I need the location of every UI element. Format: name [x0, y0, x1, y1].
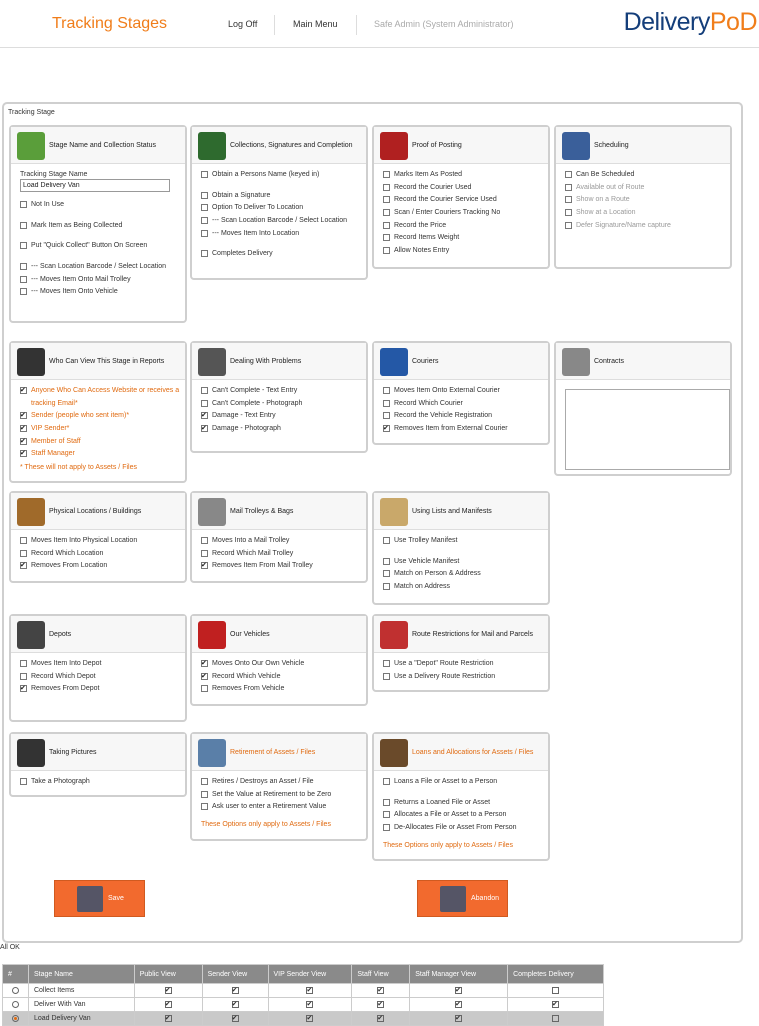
current-user: Safe Admin (System Administrator) [374, 19, 514, 29]
cell-checkbox[interactable] [165, 987, 172, 994]
checkbox-posting-6[interactable] [383, 244, 540, 257]
panel-lists-manifests [372, 491, 550, 605]
table-row[interactable] [3, 984, 604, 998]
checkbox-label: Record Which Courier [394, 399, 463, 407]
panel-title: Couriers [412, 358, 439, 365]
checkbox-loans-3[interactable] [383, 821, 540, 834]
checkbox-label: Member of Staff [31, 437, 81, 445]
checkbox-box[interactable] [20, 673, 27, 680]
cell-checkbox[interactable] [552, 1015, 559, 1022]
checkbox-box[interactable] [20, 276, 27, 283]
panel-posting [372, 125, 550, 269]
checkbox-box[interactable] [20, 242, 27, 249]
panel-title: Scheduling [594, 142, 629, 149]
checkbox-lists-manifests-2[interactable] [383, 567, 540, 580]
checkbox-box[interactable] [20, 222, 27, 229]
checkbox-label: Record Which Location [31, 549, 104, 557]
checkbox-who-can-view-2[interactable] [20, 422, 177, 435]
checkbox-box[interactable] [20, 562, 27, 569]
checkbox-lists-manifests-3[interactable] [383, 580, 540, 593]
post-box-icon [380, 132, 408, 160]
person-retire-icon [198, 739, 226, 767]
checkbox-mail-trolleys-0[interactable] [201, 534, 358, 547]
checkbox-stage-1[interactable] [20, 219, 177, 232]
checkbox-box[interactable] [383, 583, 390, 590]
checkbox-box[interactable] [201, 803, 208, 810]
column-header[interactable]: # [3, 965, 29, 984]
checkbox-collections-3[interactable] [201, 214, 358, 227]
checkbox-label: Removes From Vehicle [212, 685, 285, 693]
main-menu-link[interactable]: Main Menu [293, 19, 338, 29]
checkbox-box[interactable] [20, 537, 27, 544]
checkbox-label: Record Which Depot [31, 672, 96, 680]
checkbox-box[interactable] [201, 192, 208, 199]
row-select-radio[interactable] [12, 987, 19, 994]
checkbox-box[interactable] [201, 550, 208, 557]
checkbox-label: Defer Signature/Name capture [576, 221, 671, 229]
checkbox-label: --- Moves Item Onto Vehicle [31, 288, 118, 296]
checkbox-box[interactable] [383, 673, 390, 680]
checkbox-label: Use Vehicle Manifest [394, 557, 460, 565]
deliverypod-logo: DeliveryPoD [623, 8, 757, 36]
shelving-icon [17, 498, 45, 526]
checkbox-loans-1[interactable] [383, 796, 540, 809]
checkbox-collections-2[interactable] [201, 201, 358, 214]
checkbox-box[interactable] [201, 204, 208, 211]
checkbox-box[interactable] [20, 660, 27, 667]
checkbox-route-restrictions-1[interactable] [383, 670, 540, 683]
panel-title: Who Can View This Stage in Reports [49, 358, 165, 365]
checkbox-scheduling-2[interactable] [565, 193, 722, 206]
checkbox-box[interactable] [383, 811, 390, 818]
panel-mail-trolleys [190, 491, 368, 583]
cell-checkbox[interactable] [165, 1001, 172, 1008]
trolley-icon [198, 498, 226, 526]
checkbox-mail-trolleys-1[interactable] [201, 547, 358, 560]
checkbox-label: Allocates a File or Asset to a Person [394, 811, 507, 819]
checkbox-stage-2[interactable] [20, 239, 177, 252]
checkbox-box[interactable] [20, 550, 27, 557]
checkbox-label: Moves Item Into Depot [31, 659, 102, 667]
panel-problems [190, 341, 368, 453]
checkbox-box[interactable] [201, 791, 208, 798]
checkbox-label: Match on Person & Address [394, 570, 481, 578]
table-row[interactable] [3, 998, 604, 1012]
checkbox-box[interactable] [383, 387, 390, 394]
checkbox-box[interactable] [383, 824, 390, 831]
checkbox-label: Can't Complete - Text Entry [212, 386, 298, 394]
checkbox-posting-0[interactable] [383, 168, 540, 181]
checkbox-box[interactable] [383, 171, 390, 178]
checkbox-label: --- Scan Location Barcode / Select Location [212, 216, 348, 224]
checkbox-label: Available out of Route [576, 183, 645, 191]
abandon-button[interactable]: Abandon [417, 880, 508, 917]
checkbox-label: Removes Item From Mail Trolley [212, 562, 313, 570]
notepad-icon [380, 498, 408, 526]
checkbox-couriers-2[interactable] [383, 409, 540, 422]
checkbox-posting-3[interactable] [383, 206, 540, 219]
checkbox-label: Record the Price [394, 221, 447, 229]
checkbox-label: Option To Deliver To Location [212, 204, 304, 212]
policeman-icon [17, 348, 45, 376]
checkbox-label: Moves Item Into Physical Location [31, 536, 138, 544]
checkbox-label: Moves Onto Our Own Vehicle [212, 659, 305, 667]
checkbox-stage-5[interactable] [20, 285, 177, 298]
checkbox-label: Obtain a Persons Name (keyed in) [212, 170, 320, 178]
checkbox-physical-locations-1[interactable] [20, 547, 177, 560]
checkbox-label: Record Which Mail Trolley [212, 549, 294, 557]
panel-route-restrictions [372, 614, 550, 692]
checkbox-box[interactable] [383, 412, 390, 419]
checkbox-retirement-2[interactable] [201, 800, 358, 813]
checkbox-taking-pictures-0[interactable] [20, 775, 177, 788]
cell-checkbox[interactable] [232, 987, 239, 994]
checkbox-lists-manifests-0[interactable] [383, 534, 540, 547]
checkbox-lists-manifests-1[interactable] [383, 555, 540, 568]
assets-note: These Options only apply to Assets / Files [201, 821, 331, 829]
checkbox-loans-2[interactable] [383, 808, 540, 821]
upload-arrow-icon [17, 132, 45, 160]
checkbox-scheduling-0[interactable] [565, 168, 722, 181]
cell-checkbox[interactable] [455, 987, 462, 994]
panel-taking-pictures [9, 732, 187, 797]
panel-depots [9, 614, 187, 722]
checkbox-box[interactable] [383, 247, 390, 254]
panel-title: Using Lists and Manifests [412, 508, 492, 515]
cell-checkbox[interactable] [232, 1001, 239, 1008]
checkbox-box[interactable] [383, 196, 390, 203]
checkbox-depots-2[interactable] [20, 682, 177, 695]
cell-checkbox[interactable] [165, 1015, 172, 1022]
panel-title: Our Vehicles [230, 631, 270, 638]
cell-checkbox[interactable] [377, 1001, 384, 1008]
panel-title: Retirement of Assets / Files [230, 749, 316, 756]
panel-physical-locations [9, 491, 187, 583]
calendar-icon [562, 132, 590, 160]
checkbox-problems-1[interactable] [201, 397, 358, 410]
checkbox-label: Record the Courier Used [394, 183, 472, 191]
panel-title: Depots [49, 631, 72, 638]
checkbox-box[interactable] [201, 400, 208, 407]
checkbox-our-vehicles-2[interactable] [201, 682, 358, 695]
checkbox-scheduling-3[interactable] [565, 206, 722, 219]
checkbox-box[interactable] [201, 537, 208, 544]
panel-title: Mail Trolleys & Bags [230, 508, 294, 515]
panel-who-can-view [9, 341, 187, 483]
checkbox-box[interactable] [565, 209, 572, 216]
top-bar [0, 0, 759, 48]
checkbox-label: Can Be Scheduled [576, 170, 635, 178]
checkbox-box[interactable] [383, 558, 390, 565]
checkbox-box[interactable] [20, 387, 27, 394]
checkbox-couriers-3[interactable] [383, 422, 540, 435]
checkbox-box[interactable] [20, 450, 27, 457]
checkbox-label: Use a "Depot" Route Restriction [394, 659, 494, 667]
checkbox-box[interactable] [20, 438, 27, 445]
checkbox-stage-0[interactable] [20, 198, 177, 211]
frame-label: Tracking Stage [8, 109, 55, 116]
log-off-link[interactable]: Log Off [228, 19, 258, 29]
checkbox-box[interactable] [201, 425, 208, 432]
contract-icon [562, 348, 590, 376]
checkbox-box[interactable] [20, 201, 27, 208]
cell-checkbox[interactable] [455, 1001, 462, 1008]
checkbox-label: Obtain a Signature [212, 191, 271, 199]
checkbox-label: VIP Sender* [31, 424, 70, 432]
checkbox-label: Removes Item from External Courier [394, 424, 508, 432]
checkbox-stage-3[interactable] [20, 260, 177, 273]
camera-icon [17, 739, 45, 767]
checkbox-posting-2[interactable] [383, 193, 540, 206]
checkbox-box[interactable] [201, 412, 208, 419]
cell-checkbox[interactable] [306, 1015, 313, 1022]
checkbox-box[interactable] [383, 234, 390, 241]
checkbox-box[interactable] [201, 217, 208, 224]
page-title: Tracking Stages [52, 15, 168, 32]
checkbox-label: Moves Into a Mail Trolley [212, 536, 290, 544]
checkbox-label: Scan / Enter Couriers Tracking No [394, 208, 501, 216]
checkbox-label: Record Items Weight [394, 234, 460, 242]
checkbox-posting-5[interactable] [383, 231, 540, 244]
checkbox-label: Moves Item Onto External Courier [394, 386, 500, 394]
checkbox-box[interactable] [201, 171, 208, 178]
table-row[interactable] [3, 1012, 604, 1026]
checkbox-label: Mark Item as Being Collected [31, 221, 123, 229]
panel-collections [190, 125, 368, 280]
checkbox-box[interactable] [383, 570, 390, 577]
checkbox-scheduling-1[interactable] [565, 181, 722, 194]
checkbox-box[interactable] [383, 400, 390, 407]
checkbox-box[interactable] [383, 425, 390, 432]
checkbox-mail-trolleys-2[interactable] [201, 559, 358, 572]
stage-name-input[interactable] [20, 179, 170, 192]
checkbox-box[interactable] [383, 537, 390, 544]
checkbox-box[interactable] [201, 387, 208, 394]
cell-checkbox[interactable] [455, 1015, 462, 1022]
stage-name-label: Tracking Stage Name [20, 171, 88, 178]
checkbox-box[interactable] [565, 222, 572, 229]
panel-loans [372, 732, 550, 861]
checkbox-label: Sender (people who sent item)* [31, 412, 130, 420]
checkbox-box[interactable] [20, 263, 27, 270]
cell-checkbox[interactable] [232, 1015, 239, 1022]
cell-checkbox[interactable] [552, 1001, 559, 1008]
checkbox-box[interactable] [383, 209, 390, 216]
panel-scheduling [554, 125, 732, 269]
assets-note: * These will not apply to Assets / Files [20, 464, 137, 472]
checkbox-collections-0[interactable] [201, 168, 358, 181]
panel-title: Physical Locations / Buildings [49, 508, 142, 515]
checkbox-posting-1[interactable] [383, 181, 540, 194]
checkbox-box[interactable] [201, 673, 208, 680]
checkbox-label: Set the Value at Retirement to be Zero [212, 790, 332, 798]
checkbox-label: Staff Manager [31, 450, 75, 458]
checkbox-route-restrictions-0[interactable] [383, 657, 540, 670]
checkbox-retirement-1[interactable] [201, 788, 358, 801]
checkbox-label: Take a Photograph [31, 777, 90, 785]
column-header[interactable]: Public View [134, 965, 202, 984]
checkbox-label: Record Which Vehicle [212, 672, 281, 680]
stages-table [2, 964, 604, 1026]
checkbox-label-continued: tracking Email* [31, 399, 78, 407]
checkbox-our-vehicles-0[interactable] [201, 657, 358, 670]
checkbox-label: --- Moves Item Onto Mail Trolley [31, 275, 131, 283]
contracts-list[interactable] [565, 389, 730, 470]
panel-title: Contracts [594, 358, 624, 365]
panel-couriers [372, 341, 550, 445]
panel-title: Route Restrictions for Mail and Parcels [412, 631, 533, 638]
checkbox-physical-locations-2[interactable] [20, 559, 177, 572]
panel-contracts [554, 341, 732, 476]
checkbox-couriers-0[interactable] [383, 384, 540, 397]
checkbox-box[interactable] [201, 778, 208, 785]
checkbox-collections-1[interactable] [201, 189, 358, 202]
save-button[interactable]: Save [54, 880, 145, 917]
column-header[interactable]: Completes Delivery [508, 965, 604, 984]
checkbox-label: Use Trolley Manifest [394, 536, 458, 544]
checkbox-collections-5[interactable] [201, 247, 358, 260]
checkbox-label: Allow Notes Entry [394, 246, 450, 254]
checkbox-label: Show on a Route [576, 196, 630, 204]
checkbox-scheduling-4[interactable] [565, 219, 722, 232]
courier-truck-icon [380, 348, 408, 376]
stage-name-cell: Load Delivery Van [28, 1012, 134, 1026]
panel-title: Proof of Posting [412, 142, 462, 149]
checkbox-label: Damage - Photograph [212, 424, 281, 432]
checkbox-label: Record the Courier Service Used [394, 196, 497, 204]
checkbox-label: --- Scan Location Barcode / Select Location [31, 262, 167, 270]
checkbox-label: Removes From Location [31, 562, 108, 570]
checkbox-label: Marks Item As Posted [394, 170, 463, 178]
checkbox-label: Show at a Location [576, 208, 636, 216]
save-disk-icon [77, 886, 103, 912]
checkbox-box[interactable] [201, 685, 208, 692]
cell-checkbox[interactable] [377, 987, 384, 994]
hammer-icon [198, 348, 226, 376]
panel-title: Dealing With Problems [230, 358, 302, 365]
checkbox-problems-2[interactable] [201, 409, 358, 422]
panel-title: Collections, Signatures and Completion [230, 142, 353, 149]
checkbox-label: Anyone Who Can Access Website or receives a [31, 386, 180, 394]
checkbox-stage-4[interactable] [20, 273, 177, 286]
checkbox-who-can-view-0[interactable] [20, 384, 180, 397]
checkbox-collections-4[interactable] [201, 227, 358, 240]
cell-checkbox[interactable] [552, 987, 559, 994]
column-header[interactable]: VIP Sender View [268, 965, 352, 984]
checkbox-label: Loans a File or Asset to a Person [394, 777, 498, 785]
checkbox-label: Removes From Depot [31, 685, 100, 693]
checkbox-who-can-view-1[interactable] [20, 409, 177, 422]
row-select-radio[interactable] [12, 1015, 19, 1022]
checkbox-box[interactable] [201, 250, 208, 257]
cell-checkbox[interactable] [306, 1001, 313, 1008]
checkbox-box[interactable] [565, 184, 572, 191]
panel-title: Stage Name and Collection Status [49, 142, 157, 149]
checkbox-box[interactable] [20, 412, 27, 419]
checkbox-couriers-1[interactable] [383, 397, 540, 410]
abandon-disk-icon [440, 886, 466, 912]
row-select-radio[interactable] [12, 1001, 19, 1008]
checkbox-box[interactable] [201, 562, 208, 569]
forklift-icon [17, 621, 45, 649]
column-header[interactable]: Sender View [202, 965, 268, 984]
checkbox-box[interactable] [383, 799, 390, 806]
checkbox-who-can-view-4[interactable] [20, 447, 177, 460]
checkbox-box[interactable] [565, 171, 572, 178]
checkbox-label: Not In Use [31, 200, 65, 208]
cell-checkbox[interactable] [306, 987, 313, 994]
checkbox-box[interactable] [20, 685, 27, 692]
checkbox-box[interactable] [201, 660, 208, 667]
checkbox-box[interactable] [383, 184, 390, 191]
panel-title: Taking Pictures [49, 749, 97, 756]
checkbox-label: Put "Quick Collect" Button On Screen [31, 242, 148, 250]
stage-name-cell: Deliver With Van [28, 998, 134, 1012]
checkbox-box[interactable] [20, 425, 27, 432]
column-header[interactable]: Staff Manager View [410, 965, 508, 984]
checkbox-loans-0[interactable] [383, 775, 540, 788]
panel-retirement [190, 732, 368, 841]
stage-name-cell: Collect Items [28, 984, 134, 998]
checkbox-box[interactable] [20, 288, 27, 295]
cell-checkbox[interactable] [377, 1015, 384, 1022]
panel-stage [9, 125, 187, 323]
checkbox-label: Use a Delivery Route Restriction [394, 672, 496, 680]
column-header[interactable]: Stage Name [28, 965, 134, 984]
checkbox-box[interactable] [565, 196, 572, 203]
checkbox-depots-0[interactable] [20, 657, 177, 670]
checkbox-label: Damage - Text Entry [212, 412, 276, 420]
checkbox-label: --- Moves Item Into Location [212, 229, 300, 237]
checkbox-label: Completes Delivery [212, 250, 273, 258]
checkbox-retirement-0[interactable] [201, 775, 358, 788]
checkbox-box[interactable] [383, 778, 390, 785]
checkbox-box[interactable] [20, 778, 27, 785]
checkbox-label: De-Allocates File or Asset From Person [394, 823, 517, 831]
checkbox-label: Returns a Loaned File or Asset [394, 798, 491, 806]
assets-note: These Options only apply to Assets / Files [383, 841, 513, 849]
checkbox-box[interactable] [383, 660, 390, 667]
panel-title: Loans and Allocations for Assets / Files [412, 749, 534, 756]
checkbox-label: Record the Vehicle Registration [394, 412, 493, 420]
checkbox-physical-locations-0[interactable] [20, 534, 177, 547]
checkbox-box[interactable] [201, 230, 208, 237]
pda-device-icon [198, 132, 226, 160]
checkbox-label: Match on Address [394, 582, 451, 590]
checkbox-label: Can't Complete - Photograph [212, 399, 303, 407]
checkbox-box[interactable] [383, 222, 390, 229]
checkbox-label: Ask user to enter a Retirement Value [212, 803, 327, 811]
envelope-icon [380, 621, 408, 649]
column-header[interactable]: Staff View [352, 965, 410, 984]
checkbox-depots-1[interactable] [20, 670, 177, 683]
panel-our-vehicles [190, 614, 368, 706]
checkbox-problems-0[interactable] [201, 384, 358, 397]
checkbox-label: Retires / Destroys an Asset / File [212, 777, 314, 785]
checkbox-our-vehicles-1[interactable] [201, 670, 358, 683]
checkbox-who-can-view-3[interactable] [20, 435, 177, 448]
checkbox-posting-4[interactable] [383, 219, 540, 232]
people-icon [380, 739, 408, 767]
status-text: All OK [0, 944, 20, 951]
checkbox-problems-3[interactable] [201, 422, 358, 435]
van-icon [198, 621, 226, 649]
